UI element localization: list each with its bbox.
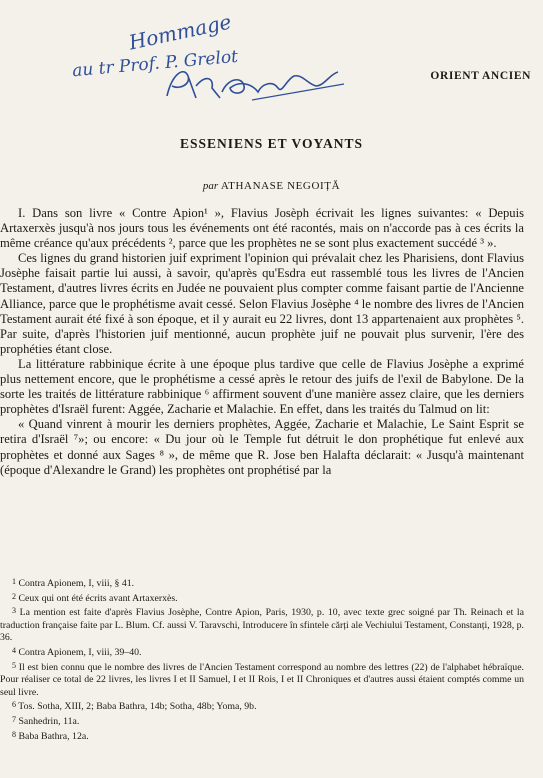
footnote bbox=[0, 699, 524, 714]
dedication-line-2: au tr Prof. P. Grelot bbox=[71, 46, 239, 82]
article-body bbox=[0, 206, 524, 478]
footnote bbox=[0, 605, 524, 645]
footnote bbox=[0, 576, 524, 591]
article-title: ESSENIENS ET VOYANTS bbox=[179, 136, 364, 151]
footnote-text: Baba Bathra, 12a. bbox=[18, 730, 89, 742]
footnote-number: 6 bbox=[12, 700, 16, 710]
handwritten-dedication bbox=[71, 9, 352, 104]
footnote-number: 2 bbox=[12, 591, 16, 601]
footnote-text: Il est bien connu que le nombre des livres de l'Ancien Testament correspond au nombre des lettres (22) de l'alphabet hébraïque. Pour réaliser ce total de 22 livres, les livres I et II Samuel, I et II Rois, I et II Chroniques et d'autres aussi étaient comptés comme un seul livre. bbox=[0, 661, 524, 698]
byline-prefix: par bbox=[202, 180, 219, 192]
paragraph: Ces lignes du grand historien juif expriment l'opinion qui prévalait chez les Pharisiens, dont Flavius Josèphe faisait partie lui aussi, à savoir, qu'après qu'Esdra eut rassemblé tous les livres de l'Ancien Testament, d'autres livres écrits en Judée ne pouvaient plus compter comme faisant partie de l'Ancienne Alliance, parce que le prophétisme avait cessé. Selon Flavius Josèphe ⁴ le nombre des livres de l'Ancien Testament aurait été fixé à son époque, et il y aurait eu 22 livres, dont 13 appartenaient aux prophètes ⁵. Par suite, d'après l'historien juif mentionné, aucun prophète juif ne pouvait plus survenir, l'ère des prophéties étant close. bbox=[0, 251, 524, 356]
footnote-text: Contra Apionem, I, viii, 39–40. bbox=[18, 646, 142, 658]
footnote-text: Sanhedrin, 11a. bbox=[18, 715, 80, 727]
footnote bbox=[0, 729, 524, 744]
dedication-line-1: Hommage bbox=[126, 9, 234, 55]
footnote-number: 8 bbox=[12, 729, 16, 739]
footnote bbox=[0, 714, 524, 729]
author-name: ATHANASE NEGOIȚĂ bbox=[220, 180, 341, 192]
footnote bbox=[0, 591, 524, 606]
footnote-number: 5 bbox=[12, 660, 16, 670]
article-byline bbox=[0, 180, 543, 192]
paragraph: La littérature rabbinique écrite à une époque plus tardive que celle de Flavius Josèphe a exprimé plus nettement encore, que le prophétisme a cessé après le retour des juifs de l'exil de Babylone. De la sorte les traités de littérature rabbinique ⁶ affirment souvent d'une manière assez claire, que les derniers prophètes d'Israël furent: Aggée, Zacharie et Malachie. En effet, dans les traités du Talmud on lit: bbox=[0, 356, 524, 417]
footnote-text: Tos. Sotha, XIII, 2; Baba Bathra, 14b; Sotha, 48b; Yoma, 9b. bbox=[18, 701, 257, 713]
footnote bbox=[0, 645, 524, 660]
signature-drawing bbox=[72, 14, 352, 104]
footnote-number: 7 bbox=[12, 714, 16, 724]
footnote-text: Contra Apionem, I, viii, § 41. bbox=[18, 578, 135, 589]
footnote-text: Ceux qui ont été écrits avant Artaxerxès. bbox=[18, 592, 178, 604]
footnotes bbox=[0, 576, 524, 743]
paragraph: I. Dans son livre « Contre Apion¹ », Flavius Josèph écrivait les lignes suivantes: « Depuis Artaxerxès jusqu'à nos jours tous les événements ont été racontés, mais on n'accorde pas à ces écrits la même créance qu'aux précédents ², parce que les prophètes ne se sont plus exactement succédé ³ ». bbox=[0, 206, 524, 251]
footnote-number: 4 bbox=[12, 645, 16, 655]
footnote-number: 1 bbox=[12, 577, 16, 586]
paragraph: « Quand vinrent à mourir les derniers prophètes, Aggée, Zacharie et Malachie, Le Saint Esprit se retira d'Israël ⁷»; ou encore: « Du jour où le Temple fut détruit le don prophétique fut enlevé aux prophètes et donné aux Sages ⁸ », de même que R. Jose ben Halafta déclarait: « Jusqu'à maintenant (époque d'Alexandre le Grand) les prophètes ont prophétisé par la bbox=[0, 417, 524, 477]
footnote bbox=[0, 660, 524, 700]
footnote-number: 3 bbox=[12, 606, 16, 616]
section-label: ORIENT ANCIEN bbox=[430, 70, 531, 82]
footnote-text: La mention est faite d'après Flavius Josèphe, Contre Apion, Paris, 1930, p. 10, avec texte grec soigné par Th. Reinach et la traduction française faite par L. Blum. Cf. aussi V. Taravschi, Introducere în sfintele cărți ale Vechiului Testament, Constanți, 1928, p. 36. bbox=[0, 607, 525, 644]
